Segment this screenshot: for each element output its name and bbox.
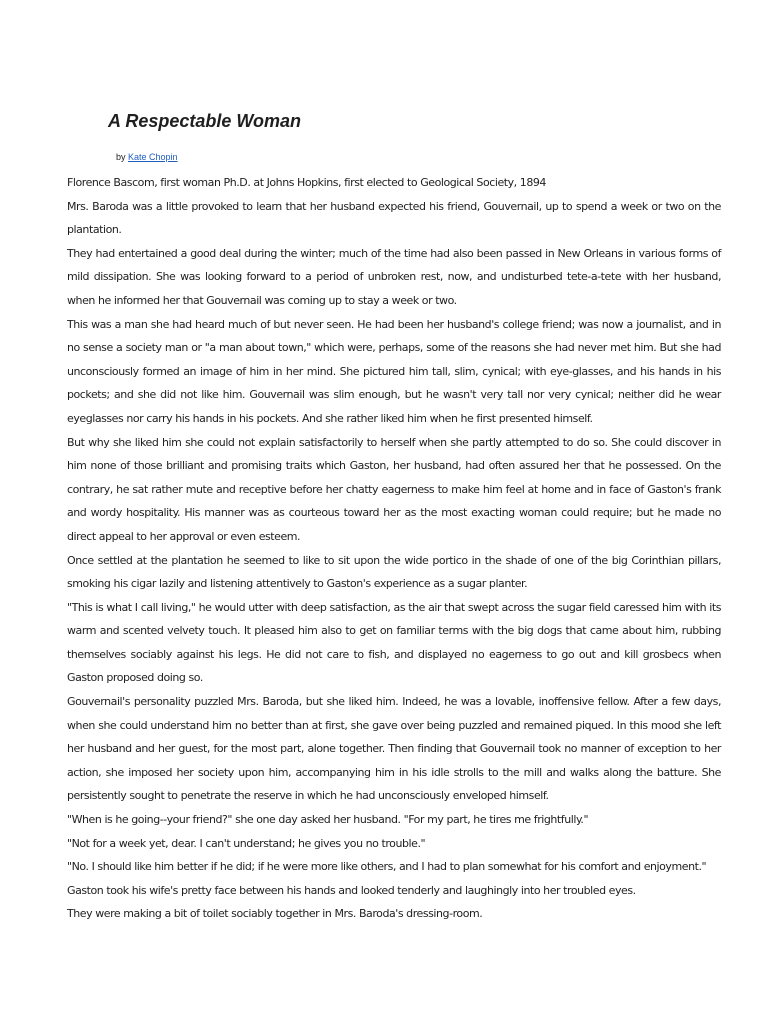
paragraph: This was a man she had heard much of but never seen. He had been her husband's college friend; was now a journalist, and in no sense a society man or "a man about town," which were, perhaps, some of the reasons she had never met him. But she had unconsciously formed an image of him in her mind. She pictured him tall, slim, cynical; with eye-glasses, and his hands in his pockets; and she did not like him. Gouvernail was slim enough, but he wasn't very tall nor very cynical; neither did he wear eyeglasses nor carry his hands in his pockets. And she rather liked him when he first presented himself. — [67, 317, 721, 425]
paragraph: They had entertained a good deal during the winter; much of the time had also been passed in New Orleans in various forms of mild dissipation. She was looking forward to a period of unbroken rest, now, and undisturbed tete-a-tete with her husband, when he informed her that Gouvernail was coming up to stay a week or two. — [67, 246, 721, 307]
paragraph: But why she liked him she could not explain satisfactorily to herself when she partly attempted to do so. She could discover in him none of those brilliant and promising traits which Gaston, her husband, had often assured her that he possessed. On the contrary, he sat rather mute and receptive before her chatty eagerness to make him feel at home and in face of Gaston's frank and wordy hospitality. His manner was as courteous toward her as the most exacting woman could require; but he made no direct appeal to her approval or even esteem. — [67, 435, 721, 543]
document-body — [67, 171, 721, 926]
byline — [116, 152, 178, 162]
paragraph: "No. I should like him better if he did; if he were more like others, and I had to plan somewhat for his comfort and enjoyment." — [67, 860, 707, 874]
author-link[interactable]: Kate Chopin — [128, 152, 178, 162]
byline-prefix: by — [116, 152, 126, 162]
paragraph: "Not for a week yet, dear. I can't understand; he gives you no trouble." — [67, 836, 426, 850]
caption-paragraph: Florence Bascom, first woman Ph.D. at Johns Hopkins, first elected to Geological Society, 1894 — [67, 176, 546, 189]
paragraph: Gaston took his wife's pretty face between his hands and looked tenderly and laughingly into her troubled eyes. — [67, 883, 636, 897]
paragraph: They were making a bit of toilet sociably together in Mrs. Baroda's dressing-room. — [67, 907, 483, 921]
paragraph: Mrs. Baroda was a little provoked to learn that her husband expected his friend, Gouvernail, up to spend a week or two on the plantation. — [67, 199, 721, 237]
paragraph: "When is he going--your friend?" she one day asked her husband. "For my part, he tires me frightfully." — [67, 813, 589, 827]
paragraph: Gouvernail's personality puzzled Mrs. Baroda, but she liked him. Indeed, he was a lovable, inoffensive fellow. After a few days, when she could understand him no better than at first, she gave over being puzzled and remained piqued. In this mood she left her husband and her guest, for the most part, alone together. Then finding that Gouvernail took no manner of exception to her action, she imposed her society upon him, accompanying him in his idle strolls to the mill and walks along the batture. She persistently sought to penetrate the reserve in which he had unconsciously enveloped himself. — [67, 695, 721, 803]
paragraph: "This is what I call living," he would utter with deep satisfaction, as the air that swept across the sugar field caressed him with its warm and scented velvety touch. It pleased him also to get on familiar terms with the big dogs that came about him, rubbing themselves sociably against his legs. He did not care to fish, and displayed no eagerness to go out and kill grosbecs when Gaston proposed doing so. — [67, 600, 721, 685]
document-title: A Respectable Woman — [108, 111, 302, 131]
paragraph: Once settled at the plantation he seemed to like to sit upon the wide portico in the shade of one of the big Corinthian pillars, smoking his cigar lazily and listening attentively to Gaston's experience as a sugar planter. — [67, 553, 721, 591]
